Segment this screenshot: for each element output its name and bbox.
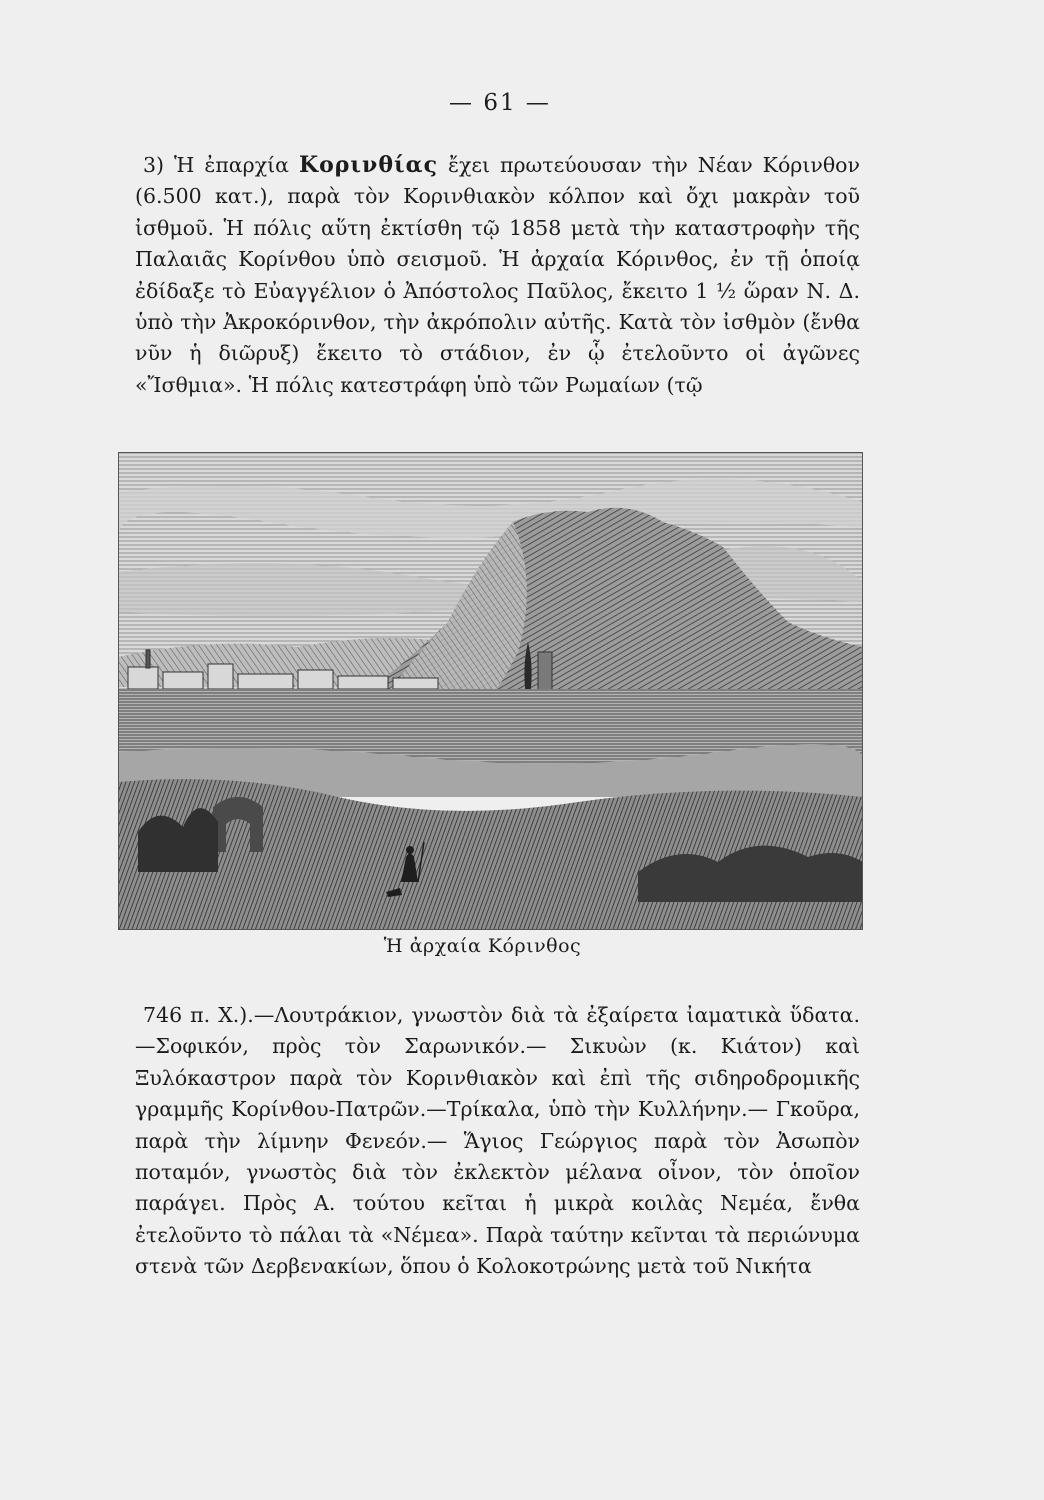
paragraph-bottom-text: 746 π. Χ.).—Λουτράκιον, γνωστὸν διὰ τὰ ἐξαίρετα ἰαματικὰ ὕδατα. —Σοφικόν, πρὸς τὸν Σαρωνικόν.— Σικυὼν (κ. Κιάτον) καὶ Ξυλόκαστρον παρὰ τὸν Κορινθιακὸν καὶ ἐπὶ τῆς σιδηροδρομικῆς γραμμῆς Κορίνθου-Πατρῶν.—Τρίκαλα, ὑπὸ τὴν Κυλλήνην.— Γκοῦρα, παρὰ τὴν λίμνην Φενεόν.— Ἅγιος Γεώργιος παρὰ τὸν Ἀσωπὸν ποταμόν, γνωστὸς διὰ τὸν ἐκλεκτὸν μέλανα οἶνον, τὸν ὁποῖον παράγει. Πρὸς Α. τούτου κεῖται ἡ μικρὰ κοιλὰς Νεμέα, ἔνθα ἐτελοῦντο τὸ πάλαι τὰ «Νέμεα». Παρὰ ταύτην κεῖνται τὰ περιώνυμα στενὰ τῶν Δερβενακίων, ὅπου ὁ Κολοκοτρώνης μετὰ τοῦ Νικήτα [135,1003,860,1279]
province-name: Κορινθίας [298,152,438,178]
paragraph-top-prefix: 3) Ἡ ἐπαρχία [143,153,299,177]
ancient-corinth-engraving [118,452,863,930]
shepherd-head [406,846,414,854]
engraving-illustration [118,452,863,930]
paragraph-bottom [135,1000,860,1283]
paragraph-top-text [135,150,860,401]
paragraph-top-body: ἔχει πρωτεύουσαν τὴν Νέαν Κόρινθον (6.500 κατ.), παρὰ τὸν Κορινθιακὸν κόλπον καὶ ὄχι μακρὰν τοῦ ἰσθμοῦ. Ἡ πόλις αὕτη ἐκτίσθη τῷ 1858 μετὰ τὴν καταστροφὴν τῆς Παλαιᾶς Κορίνθου ὑπὸ σεισμοῦ. Ἡ ἀρχαία Κόρινθος, ἐν τῇ ὁποίᾳ ἐδίδαξε τὸ Εὐαγγέλιον ὁ Ἀπόστολος Παῦλος, ἔκειτο 1 ½ ὥραν Ν. Δ. ὑπὸ τὴν Ἀκροκόρινθον, τὴν ἀκρόπολιν αὐτῆς. Κατὰ τὸν ἰσθμὸν (ἔνθα νῦν ἡ διῶρυξ) ἔκειτο τὸ στάδιον, ἐν ᾧ ἐτελοῦντο οἱ ἀγῶνες «Ἴσθμια». Ἡ πόλις κατεστράφη ὑπὸ τῶν Ρωμαίων (τῷ [135,153,860,397]
page-number: — 61 — [449,90,551,116]
paragraph-top [135,150,860,401]
illustration-caption: Ἡ ἀρχαία Κόρινθος [383,935,582,957]
